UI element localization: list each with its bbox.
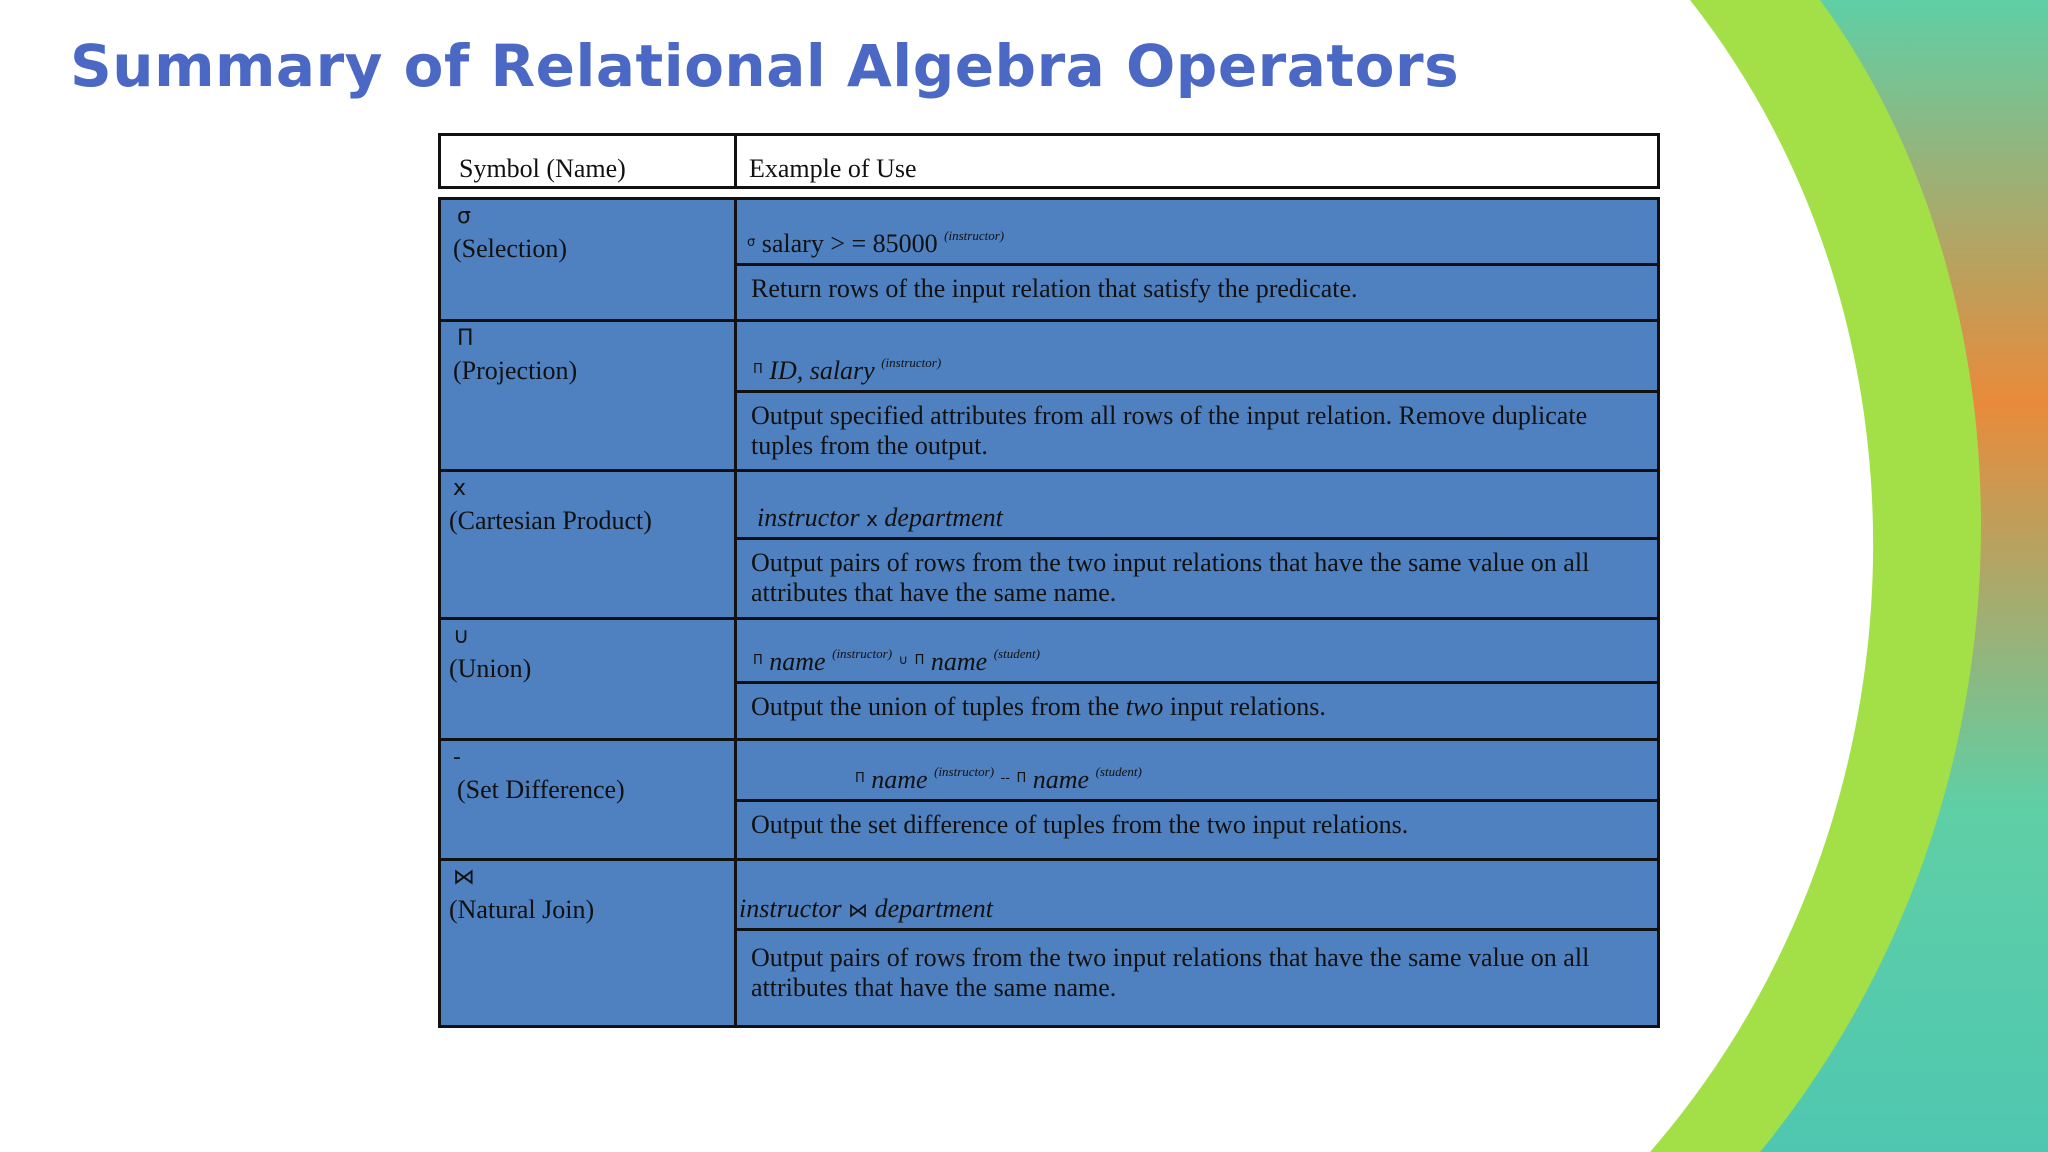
example-cell: instructor ⋈ department bbox=[737, 861, 1657, 931]
slide-title: Summary of Relational Algebra Operators bbox=[70, 32, 1460, 100]
header-example-of-use: Example of Use bbox=[749, 154, 917, 183]
sigma-symbol: σ bbox=[457, 204, 471, 229]
description-cell: Return rows of the input relation that satisfy the predicate. bbox=[751, 274, 1358, 303]
minus-symbol: - bbox=[453, 745, 461, 770]
table-row-natural-join bbox=[441, 861, 1657, 1025]
description-cell: Output pairs of rows from the two input relations that have the same value on all attributes that have the same name. bbox=[751, 943, 1590, 1002]
description-cell: Output pairs of rows from the two input relations that have the same value on all attributes that have the same name. bbox=[751, 548, 1590, 607]
symbol-cell bbox=[441, 741, 737, 858]
symbol-cell bbox=[441, 861, 737, 1025]
example-cell: $^\Pi$ name $^{(instructor)}$ -- $^\Pi$ name $^{(student)}$ bbox=[737, 741, 1657, 802]
operator-name: (Set Difference) bbox=[457, 775, 625, 804]
table-row-union bbox=[441, 620, 1657, 741]
table-row-selection bbox=[441, 200, 1657, 322]
table-row-projection bbox=[441, 322, 1657, 472]
example-cell: $^\Pi$ ID, salary $^{(instructor)}$ bbox=[737, 322, 1657, 393]
operator-name: (Natural Join) bbox=[449, 895, 595, 924]
cross-symbol: x bbox=[453, 476, 467, 501]
header-symbol-name: Symbol (Name) bbox=[441, 136, 737, 186]
symbol-cell bbox=[441, 322, 737, 469]
operator-name: (Cartesian Product) bbox=[449, 506, 652, 535]
operator-name: (Union) bbox=[449, 654, 532, 683]
table-row-set-difference bbox=[441, 741, 1657, 861]
example-cell: $^\Pi$ name $^{(instructor)}$ ∪ $^\Pi$ name $^{(student)}$ bbox=[737, 620, 1657, 684]
description-cell: Output specified attributes from all rows of the input relation. Remove duplicate tuples from the output. bbox=[751, 401, 1588, 460]
symbol-cell bbox=[441, 200, 737, 319]
example-expression: ID, salary bbox=[769, 356, 875, 385]
bowtie-symbol: ⋈ bbox=[453, 865, 475, 890]
operator-name: (Projection) bbox=[453, 356, 578, 385]
example-cell: $^\sigma$ salary > = 85000 $^{(instructor)}$ bbox=[737, 200, 1657, 266]
operators-table bbox=[438, 197, 1660, 1028]
pi-symbol: Π bbox=[457, 326, 474, 351]
table-row-cartesian-product bbox=[441, 472, 1657, 620]
description-cell: Output the set difference of tuples from the two input relations. bbox=[751, 810, 1409, 839]
table-header bbox=[438, 133, 1660, 189]
symbol-cell bbox=[441, 620, 737, 738]
description-cell: Output the union of tuples from the two input relations. bbox=[751, 692, 1326, 721]
operator-name: (Selection) bbox=[453, 234, 568, 263]
example-expression: salary > = 85000 bbox=[761, 229, 938, 258]
union-symbol: ∪ bbox=[453, 624, 470, 649]
symbol-cell bbox=[441, 472, 737, 617]
example-cell: instructor x department bbox=[737, 472, 1657, 540]
